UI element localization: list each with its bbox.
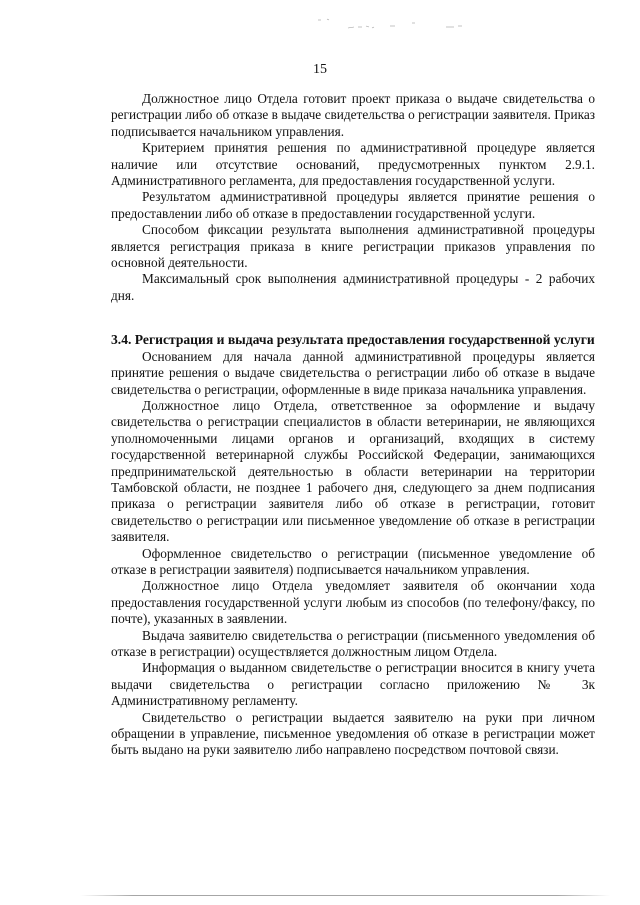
paragraph: Выдача заявителю свидетельства о регистрации (письменного уведомления об отказе в регистрации) осуществляется должностным лицом Отдела. xyxy=(111,627,595,659)
paragraph: Должностное лицо Отдела готовит проект приказа о выдаче свидетельства о регистрации либо об отказе в выдаче свидетельства о регистрации заявителя. Приказ подписывается начальником управления. xyxy=(111,91,595,139)
paragraph: Критерием принятия решения по административной процедуре является наличие или отсутствие оснований, предусмотренных пунктом 2.9.1. Административного регламента, для предоставления государственной услуги. xyxy=(111,140,595,189)
paragraph: Свидетельство о регистрации выдается заявителю на руки при личном обращении в управление, письменное уведомления об отказе в регистрации может быть выдано на руки заявителю либо направлено посредством почтовой связи. xyxy=(111,709,595,758)
paragraph: Должностное лицо Отдела уведомляет заявителя об окончании хода предоставления государственной услуги любым из способов (по телефону/факсу, по почте), указанных в заявлении. xyxy=(111,578,595,627)
scan-bottom-edge xyxy=(80,895,610,896)
page-number: 15 xyxy=(313,62,327,77)
document-body xyxy=(111,91,595,759)
paragraph: Должностное лицо Отдела, ответственное за оформление и выдачу свидетельства о регистрации специалистов в области ветеринарии, не являющихся уполномоченными лицами органов и организаций, входящих в систему государственной ветеринарной службы Российской Федерации, занимающихся предпринимательской деятельностью в области ветеринарии на территории Тамбовской области, не позднее 1 рабочего дня, следующего за днем подписания приказа о регистрации заявителя либо об отказе в регистрации, готовит свидетельство о регистрации или письменное уведомление об отказе в регистрации заявителя. xyxy=(111,397,595,545)
section-heading: 3.4. Регистрация и выдача результата предоставления государственной услуги xyxy=(111,332,595,348)
paragraph: Максимальный срок выполнения административной процедуры - 2 рабочих дня. xyxy=(111,271,595,303)
paragraph: Информация о выданном свидетельстве о регистрации вносится в книгу учета выдачи свидетельства о регистрации согласно приложению № 3к Административному регламенту. xyxy=(111,660,595,709)
paragraph: Оформленное свидетельство о регистрации (письменное уведомление об отказе в регистрации заявителя) подписывается начальником управления. xyxy=(111,545,595,577)
paragraph: Способом фиксации результата выполнения административной процедуры является регистрация приказа в книге регистрации приказов управления по основной деятельности. xyxy=(111,222,595,271)
paragraph: Основанием для начала данной административной процедуры является принятие решения о выдаче свидетельства о регистрации либо об отказе в выдаче свидетельства о регистрации, оформленные в виде приказа начальника управления. xyxy=(111,348,595,397)
paragraph: Результатом административной процедуры является принятие решения о предоставлении либо об отказе в предоставлении государственной услуги. xyxy=(111,189,595,221)
scan-noise-marks xyxy=(300,14,470,34)
